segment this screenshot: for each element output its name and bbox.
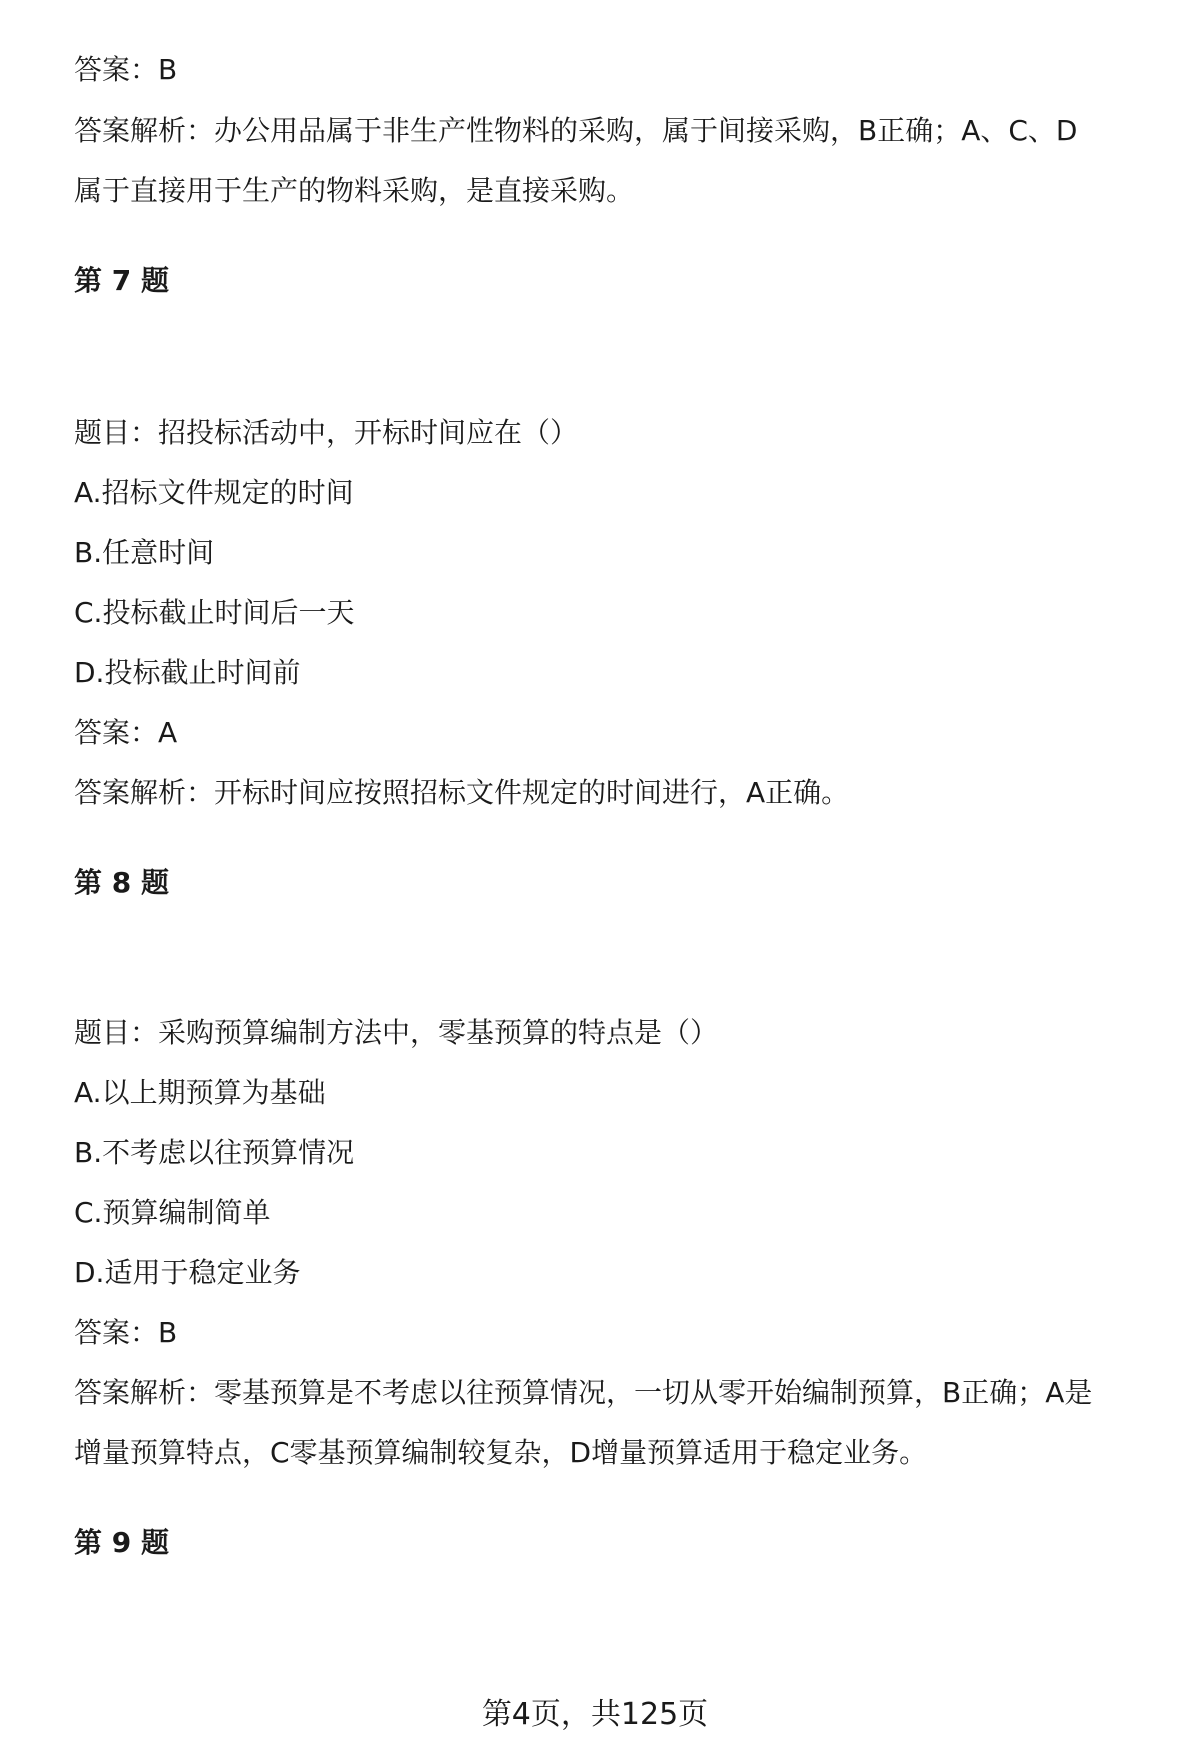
q8-explanation-line-1: 答案解析：零基预算是不考虑以往预算情况，一切从零开始编制预算，B正确；A是	[74, 1376, 1093, 1409]
q8-answer: 答案：B	[74, 1316, 178, 1349]
q6-answer: 答案：B	[74, 53, 178, 86]
q7-answer: 答案：A	[74, 716, 178, 749]
q7-option-b: B.任意时间	[74, 536, 215, 569]
q6-explanation-line-2: 属于直接用于生产的物料采购，是直接采购。	[74, 174, 635, 207]
q7-option-c: C.投标截止时间后一天	[74, 596, 355, 629]
q8-heading: 第 8 题	[74, 866, 169, 899]
q8-option-c: C.预算编制简单	[74, 1196, 271, 1229]
q7-explanation-line-1: 答案解析：开标时间应按照招标文件规定的时间进行，A正确。	[74, 776, 850, 809]
q8-option-b: B.不考虑以往预算情况	[74, 1136, 355, 1169]
q7-question: 题目：招投标活动中，开标时间应在（）	[74, 416, 579, 449]
q7-heading: 第 7 题	[74, 264, 169, 297]
q8-question: 题目：采购预算编制方法中，零基预算的特点是（）	[74, 1016, 719, 1049]
q8-option-d: D.适用于稳定业务	[74, 1256, 301, 1289]
q8-option-a: A.以上期预算为基础	[74, 1076, 326, 1109]
q7-option-a: A.招标文件规定的时间	[74, 476, 354, 509]
page-number-footer: 第4页，共125页	[481, 1697, 709, 1732]
q6-explanation-line-1: 答案解析：办公用品属于非生产性物料的采购，属于间接采购，B正确；A、C、D	[74, 114, 1078, 147]
q8-explanation-line-2: 增量预算特点，C零基预算编制较复杂，D增量预算适用于稳定业务。	[74, 1436, 928, 1469]
q7-option-d: D.投标截止时间前	[74, 656, 301, 689]
q9-heading: 第 9 题	[74, 1526, 169, 1559]
